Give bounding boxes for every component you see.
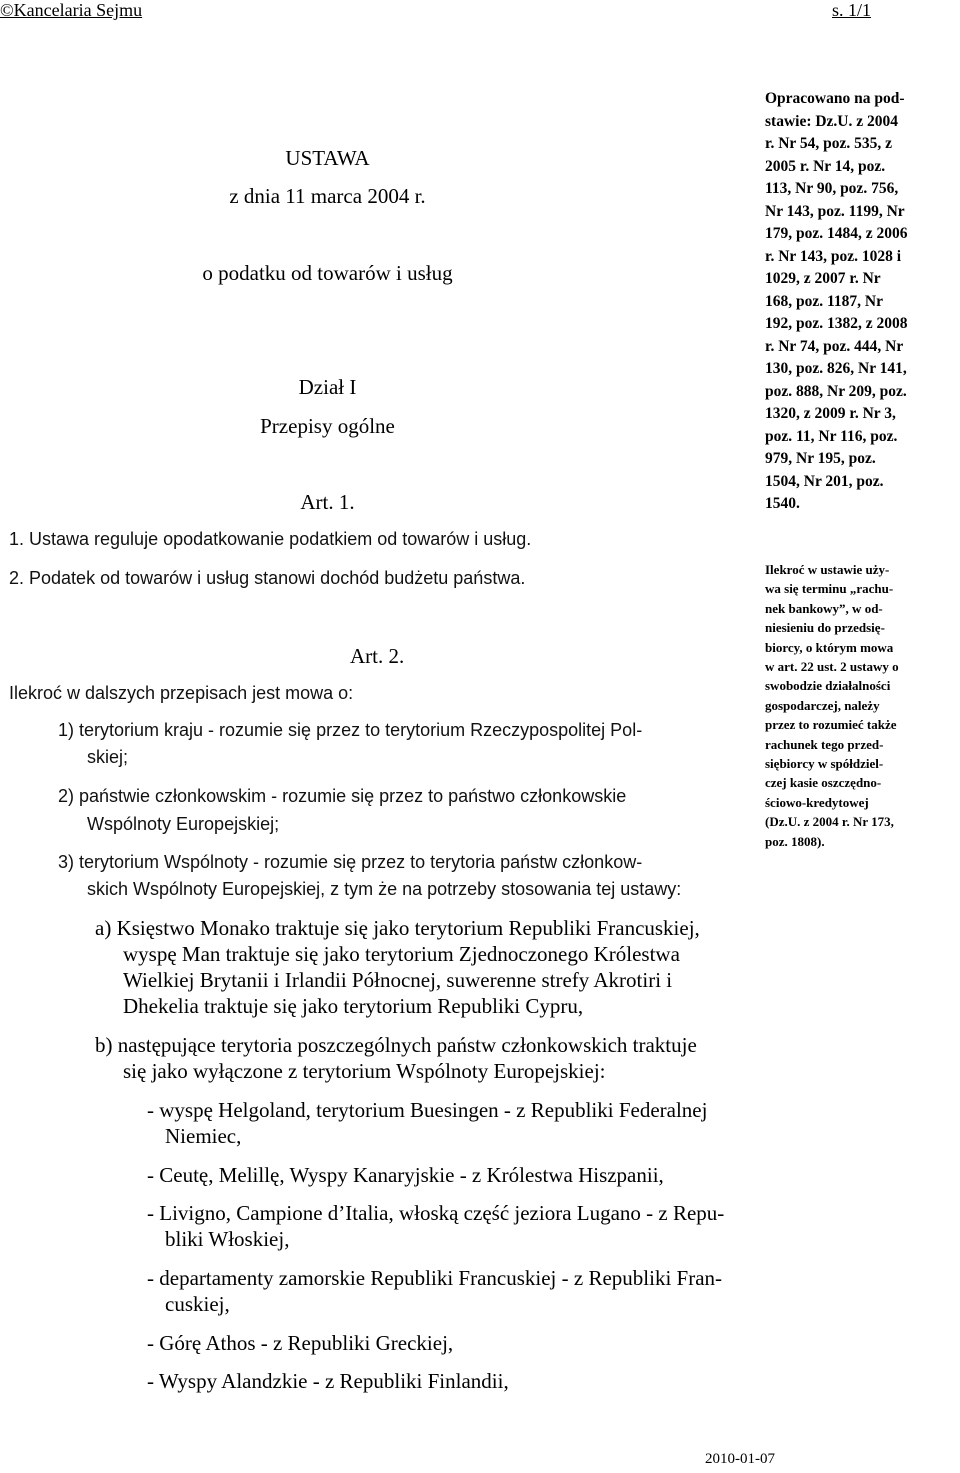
sidenote-line: 979, Nr 195, poz. (765, 450, 876, 467)
letter-a-line-2: wyspę Man traktuje się jako terytorium Zjednoczonego Królestwa (123, 942, 680, 966)
sidenote-line: 2005 r. Nr 14, poz. (765, 157, 886, 175)
article-1-heading: Art. 1. (300, 490, 355, 514)
letter-a-line-4: Dhekelia traktuje się jako terytorium Republiki Cypru, (123, 994, 584, 1018)
dash-item-4-line-2: cuskiej, (165, 1292, 230, 1316)
article-1-paragraph-2: 2. Podatek od towarów i usług stanowi dochód budżetu państwa. (9, 568, 526, 588)
dash-item-4-line-1: - departamenty zamorskie Republiki Francuskiej - z Republiki Fran- (147, 1266, 723, 1290)
sidenote-line: poz. 888, Nr 209, poz. (765, 382, 907, 400)
sidenote-bank-account (765, 560, 960, 851)
sidenote-line: Opracowano na pod- (765, 90, 905, 107)
sidenote-line: gospodarczej, należy (765, 697, 880, 713)
letter-a-line-1: a) Księstwo Monako traktuje się jako terytorium Republiki Francuskiej, (95, 916, 700, 940)
sidenote-line: niesieniu do przedsię- (765, 620, 885, 636)
item-1-line-1: 1) terytorium kraju - rozumie się przez to terytorium Rzeczypospolitej Pol- (58, 720, 643, 740)
sidenote-line: 1320, z 2009 r. Nr 3, (765, 405, 896, 422)
sidenote-line: czej kasie oszczędno- (765, 775, 882, 791)
sidenote-line: biorcy, o którym mowa (765, 639, 894, 655)
sidenote-line: 168, poz. 1187, Nr (765, 292, 883, 310)
sidenote-line: r. Nr 54, poz. 535, z (765, 135, 893, 152)
sidenote-line: swobodzie działalności (765, 678, 891, 694)
sidenote-line: r. Nr 143, poz. 1028 i (765, 247, 902, 265)
sidenote-source-references (765, 88, 960, 516)
letter-a-line-3: Wielkiej Brytanii i Irlandii Północnej, suwerenne strefy Akrotiri i (123, 968, 673, 992)
dash-item-3-line-2: bliki Włoskiej, (165, 1227, 290, 1251)
item-2-line-1: 2) państwie członkowskim - rozumie się przez to państwo członkowskie (58, 786, 627, 806)
sidenote-line: 1029, z 2007 r. Nr (765, 270, 881, 287)
division-number: Dział I (298, 375, 357, 399)
dash-item-1-line-2: Niemiec, (165, 1124, 242, 1148)
sidenote-line: 1504, Nr 201, poz. (765, 472, 884, 490)
sidenote-line: 192, poz. 1382, z 2008 (765, 315, 908, 332)
dash-item-6: - Wyspy Alandzkie - z Republiki Finlandii, (147, 1369, 509, 1393)
item-3-line-1: 3) terytorium Wspólnoty - rozumie się przez to terytoria państw członkow- (58, 852, 643, 872)
dash-item-2: - Ceutę, Melillę, Wyspy Kanaryjskie - z Królestwa Hiszpanii, (147, 1163, 664, 1187)
sidenote-line: wa się terminu „rachu- (765, 581, 894, 597)
sidenote-line: poz. 11, Nr 116, poz. (765, 427, 898, 445)
sidenote-line: stawie: Dz.U. z 2004 (765, 112, 899, 130)
header-source: ©Kancelaria Sejmu (0, 0, 143, 20)
article-2-intro: Ilekroć w dalszych przepisach jest mowa o: (9, 683, 354, 703)
sidenote-line: (Dz.U. z 2004 r. Nr 173, (765, 814, 894, 830)
sidenote-line: poz. 1808). (765, 833, 825, 849)
act-subject: o podatku od towarów i usług (202, 261, 453, 285)
sidenote-line: 179, poz. 1484, z 2006 (765, 225, 908, 242)
sidenote-line: 130, poz. 826, Nr 141, (765, 360, 907, 377)
sidenote-line: rachunek tego przed- (765, 736, 884, 752)
sidenote-line: r. Nr 74, poz. 444, Nr (765, 337, 904, 355)
header-page-number: s. 1/1 (832, 0, 872, 20)
item-1-line-2: skiej; (87, 747, 129, 767)
sidenote-line: Nr 143, poz. 1199, Nr (765, 202, 905, 220)
item-2-line-2: Wspólnoty Europejskiej; (87, 814, 280, 834)
sidenote-line: siębiorcy w spółdziel- (765, 756, 884, 772)
sidenote-line: Ilekroć w ustawie uży- (765, 562, 890, 577)
dash-item-5: - Górę Athos - z Republiki Greckiej, (147, 1331, 454, 1355)
article-1-paragraph-1: 1. Ustawa reguluje opodatkowanie podatkiem od towarów i usług. (9, 529, 532, 549)
dash-item-3-line-1: - Livigno, Campione d’Italia, włoską część jeziora Lugano - z Repu- (147, 1201, 725, 1225)
footer-date: 2010-01-07 (705, 1451, 775, 1467)
letter-b-line-2: się jako wyłączone z terytorium Wspólnoty Europejskiej: (123, 1059, 606, 1083)
sidenote-line: 1540. (765, 495, 800, 512)
division-title: Przepisy ogólne (260, 414, 395, 438)
article-2-heading: Art. 2. (350, 644, 405, 668)
letter-b-line-1: b) następujące terytoria poszczególnych państw członkowskich traktuje (95, 1033, 697, 1057)
dash-item-1-line-1: - wyspę Helgoland, terytorium Buesingen - z Republiki Federalnej (147, 1098, 708, 1122)
sidenote-line: ściowo-kredytowej (765, 794, 869, 810)
sidenote-line: przez to rozumieć także (765, 717, 897, 733)
act-date: z dnia 11 marca 2004 r. (229, 184, 426, 208)
item-3-line-2: skich Wspólnoty Europejskiej, z tym że na potrzeby stosowania tej ustawy: (87, 879, 682, 899)
sidenote-line: 113, Nr 90, poz. 756, (765, 180, 899, 197)
sidenote-line: nek bankowy”, w od- (765, 600, 883, 616)
act-type: USTAWA (285, 146, 370, 170)
sidenote-line: w art. 22 ust. 2 ustawy o (765, 659, 899, 675)
